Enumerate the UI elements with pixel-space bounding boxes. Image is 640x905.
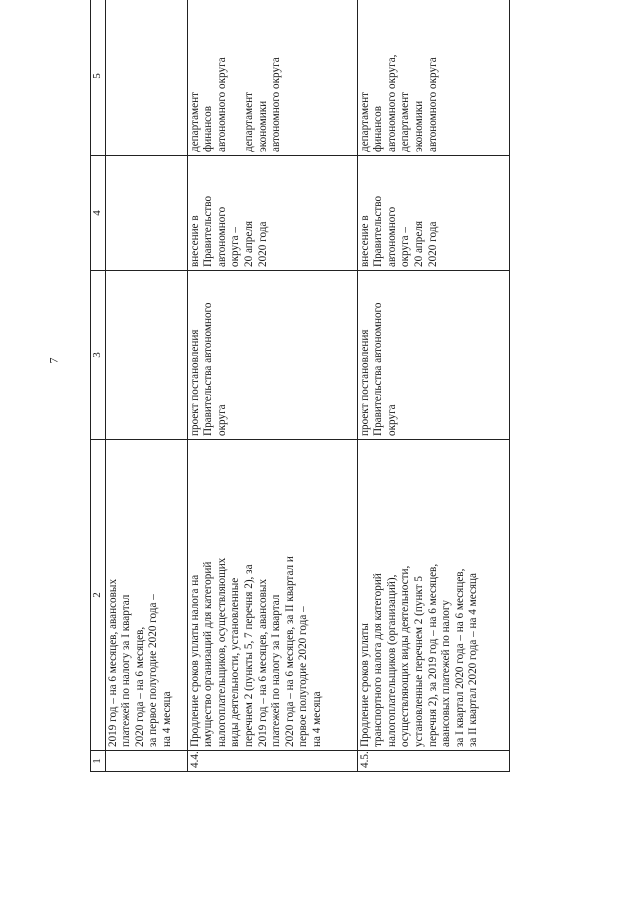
text-line: налогоплательщиков (организаций), [385,574,398,747]
page-number: 7 [46,357,61,364]
text-line: экономики [412,100,425,152]
row-number: 4.4. [187,751,357,772]
text-line: установленные перечнем 2 (пункт 5 [412,575,425,747]
text-line: Продление сроков уплаты налога на [188,574,201,747]
text-line: автономного округа [426,57,439,152]
text-line: экономики [256,100,269,152]
responsible [187,0,357,156]
spacer [229,0,243,152]
text-line: департамент [358,92,371,152]
text-line: Продление сроков уплаты [358,623,371,747]
text-line: перечнем 2 (пункты 5, 7 перечня 2), за [242,564,255,747]
responsible [105,0,187,156]
responsible [357,0,509,156]
text-line: платежей по налогу за I квартал [120,594,133,747]
text-line: 2020 года – на 6 месяцев, [133,626,146,747]
text-line: за первое полугодие 2020 года – [147,594,160,747]
text-line: авансовых платежей по налогу [440,599,453,747]
text-line: департамент [242,92,255,152]
text-line: округа [215,404,228,436]
text-line: проект постановления [188,329,201,436]
measure-description [187,440,357,751]
table-row [357,0,509,772]
deadline [105,156,187,271]
text-line: за II квартал 2020 года – на 4 месяца [467,572,480,747]
text-line: округа – [229,226,242,267]
text-line: внесение в [188,215,201,267]
table-row [187,0,357,772]
text-line: 2020 года [256,221,269,267]
text-line: осуществляющих виды деятельности, [399,565,412,747]
text-line: департамент [399,92,412,152]
text-line: за I квартал 2020 года – на 6 месяцев, [453,568,466,747]
text-line: автономного округа [215,57,228,152]
text-line: первое полугодие 2020 года – [297,606,310,747]
text-line: финансов [372,105,385,152]
text-line: Правительства автономного [372,302,385,436]
text-line: округа – [399,226,412,267]
text-line: проект постановления [358,329,371,436]
text-line: 2019 год – на 6 месяцев, авансовых [256,578,269,747]
text-line: автономного [215,206,228,267]
text-line: 20 апреля [412,220,425,267]
text-line: автономного округа [270,57,283,152]
text-line: округа [385,404,398,436]
header-col-2: 2 [91,440,106,751]
text-line: финансов [202,105,215,152]
text-line: платежей по налогу за I квартал [270,594,283,747]
text-line: имущество организаций для категорий [202,561,215,747]
header-col-4: 4 [91,156,106,271]
text-line: налогоплательщиков, осуществляющих [215,557,228,747]
text-line: департамент [188,92,201,152]
text-line: перечня 2), за 2019 год – на 6 месяцев, [426,563,439,747]
text-line: на 4 месяца [310,691,323,747]
text-line: 2020 года [426,221,439,267]
text-line: 2019 год – на 6 месяцев, авансовых [106,578,119,747]
text-line: Правительство [372,195,385,267]
text-line: на 4 месяца [160,691,173,747]
text-line: Правительство [202,195,215,267]
header-col-3: 3 [91,271,106,440]
table-row [105,0,187,772]
text-line: транспортного налога для категорий [372,573,385,747]
row-number [105,751,187,772]
measure-description [105,440,187,751]
document-type [357,271,509,440]
deadline [187,156,357,271]
text-line: Правительства автономного [202,302,215,436]
text-line: внесение в [358,215,371,267]
measures-table [90,0,510,772]
rotated-page-content [90,22,510,772]
text-line: 2020 года – на 6 месяцев, за II квартал и [283,556,296,747]
document-type [187,271,357,440]
header-col-5: 5 [91,0,106,156]
table-header-row [91,0,106,772]
document-type [105,271,187,440]
measure-description [357,440,509,751]
text-line: 20 апреля [242,220,255,267]
text-line: автономного [385,206,398,267]
text-line: виды деятельности, установленные [229,577,242,747]
header-col-1: 1 [91,751,106,772]
row-number: 4.5. [357,751,509,772]
text-line: автономного округа, [385,54,398,152]
deadline [357,156,509,271]
